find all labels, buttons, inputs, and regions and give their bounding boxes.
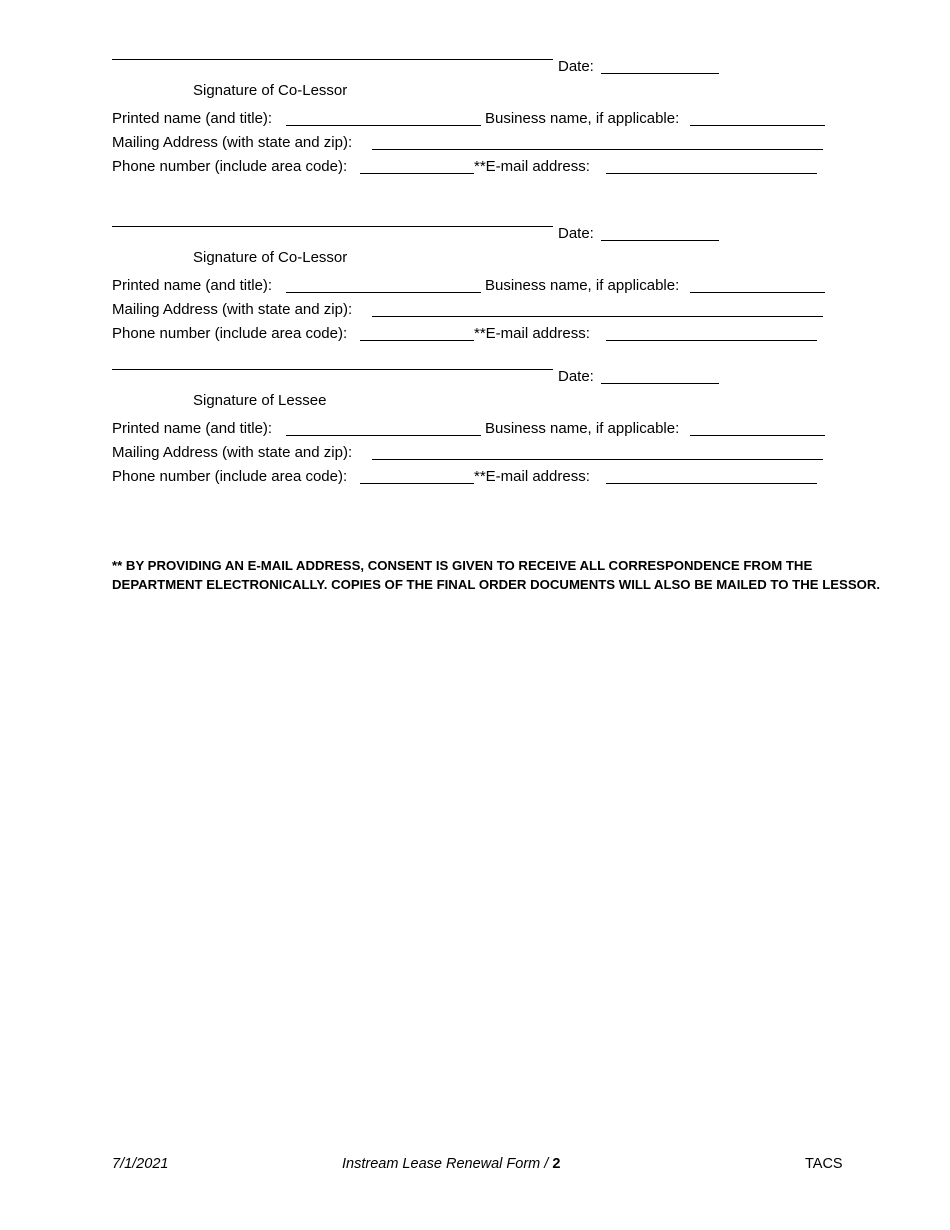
date-field[interactable] xyxy=(601,240,719,241)
business-name-field[interactable] xyxy=(690,435,825,436)
footer-code: TACS xyxy=(805,1156,843,1172)
signature-line[interactable] xyxy=(112,59,553,60)
date-label: Date: xyxy=(558,368,594,385)
footer-title-text: Instream Lease Renewal Form xyxy=(342,1156,541,1172)
phone-label: Phone number (include area code): xyxy=(112,325,348,342)
footer-separator: / xyxy=(540,1156,553,1172)
signature-caption: Signature of Co-Lessor xyxy=(193,249,348,266)
date-label: Date: xyxy=(558,225,594,242)
printed-name-field[interactable] xyxy=(286,435,481,436)
email-field[interactable] xyxy=(606,173,817,174)
email-field[interactable] xyxy=(606,483,817,484)
business-name-field[interactable] xyxy=(690,292,825,293)
printed-name-label: Printed name (and title): xyxy=(112,110,273,127)
email-label: **E-mail address: xyxy=(474,325,590,342)
mailing-address-label: Mailing Address (with state and zip): xyxy=(112,301,353,318)
business-name-label: Business name, if applicable: xyxy=(485,110,680,127)
mailing-address-label: Mailing Address (with state and zip): xyxy=(112,134,353,151)
phone-field[interactable] xyxy=(360,173,474,174)
email-label: **E-mail address: xyxy=(474,468,590,485)
date-label: Date: xyxy=(558,58,594,75)
footer-date: 7/1/2021 xyxy=(112,1156,169,1172)
mailing-address-field[interactable] xyxy=(372,459,823,460)
business-name-label: Business name, if applicable: xyxy=(485,277,680,294)
printed-name-field[interactable] xyxy=(286,292,481,293)
date-field[interactable] xyxy=(601,383,719,384)
signature-caption: Signature of Co-Lessor xyxy=(193,82,348,99)
phone-label: Phone number (include area code): xyxy=(112,468,348,485)
printed-name-field[interactable] xyxy=(286,125,481,126)
mailing-address-field[interactable] xyxy=(372,316,823,317)
phone-label: Phone number (include area code): xyxy=(112,158,348,175)
phone-field[interactable] xyxy=(360,340,474,341)
email-consent-notice: ** BY PROVIDING AN E-MAIL ADDRESS, CONSENT IS GIVEN TO RECEIVE ALL CORRESPONDENCE FROM THE DEPARTMENT ELECTRONICALLY. COPIES OF THE FINAL ORDER DOCUMENTS WILL ALSO BE MAILED TO THE LESSOR. xyxy=(112,558,881,592)
email-label: **E-mail address: xyxy=(474,158,590,175)
printed-name-label: Printed name (and title): xyxy=(112,277,273,294)
date-field[interactable] xyxy=(601,73,719,74)
email-field[interactable] xyxy=(606,340,817,341)
signature-line[interactable] xyxy=(112,226,553,227)
printed-name-label: Printed name (and title): xyxy=(112,420,273,437)
footer-page-number: 2 xyxy=(552,1156,561,1172)
mailing-address-field[interactable] xyxy=(372,149,823,150)
business-name-field[interactable] xyxy=(690,125,825,126)
mailing-address-label: Mailing Address (with state and zip): xyxy=(112,444,353,461)
business-name-label: Business name, if applicable: xyxy=(485,420,680,437)
signature-line[interactable] xyxy=(112,369,553,370)
footer-form-title xyxy=(342,1155,560,1173)
phone-field[interactable] xyxy=(360,483,474,484)
signature-caption: Signature of Lessee xyxy=(193,392,327,409)
